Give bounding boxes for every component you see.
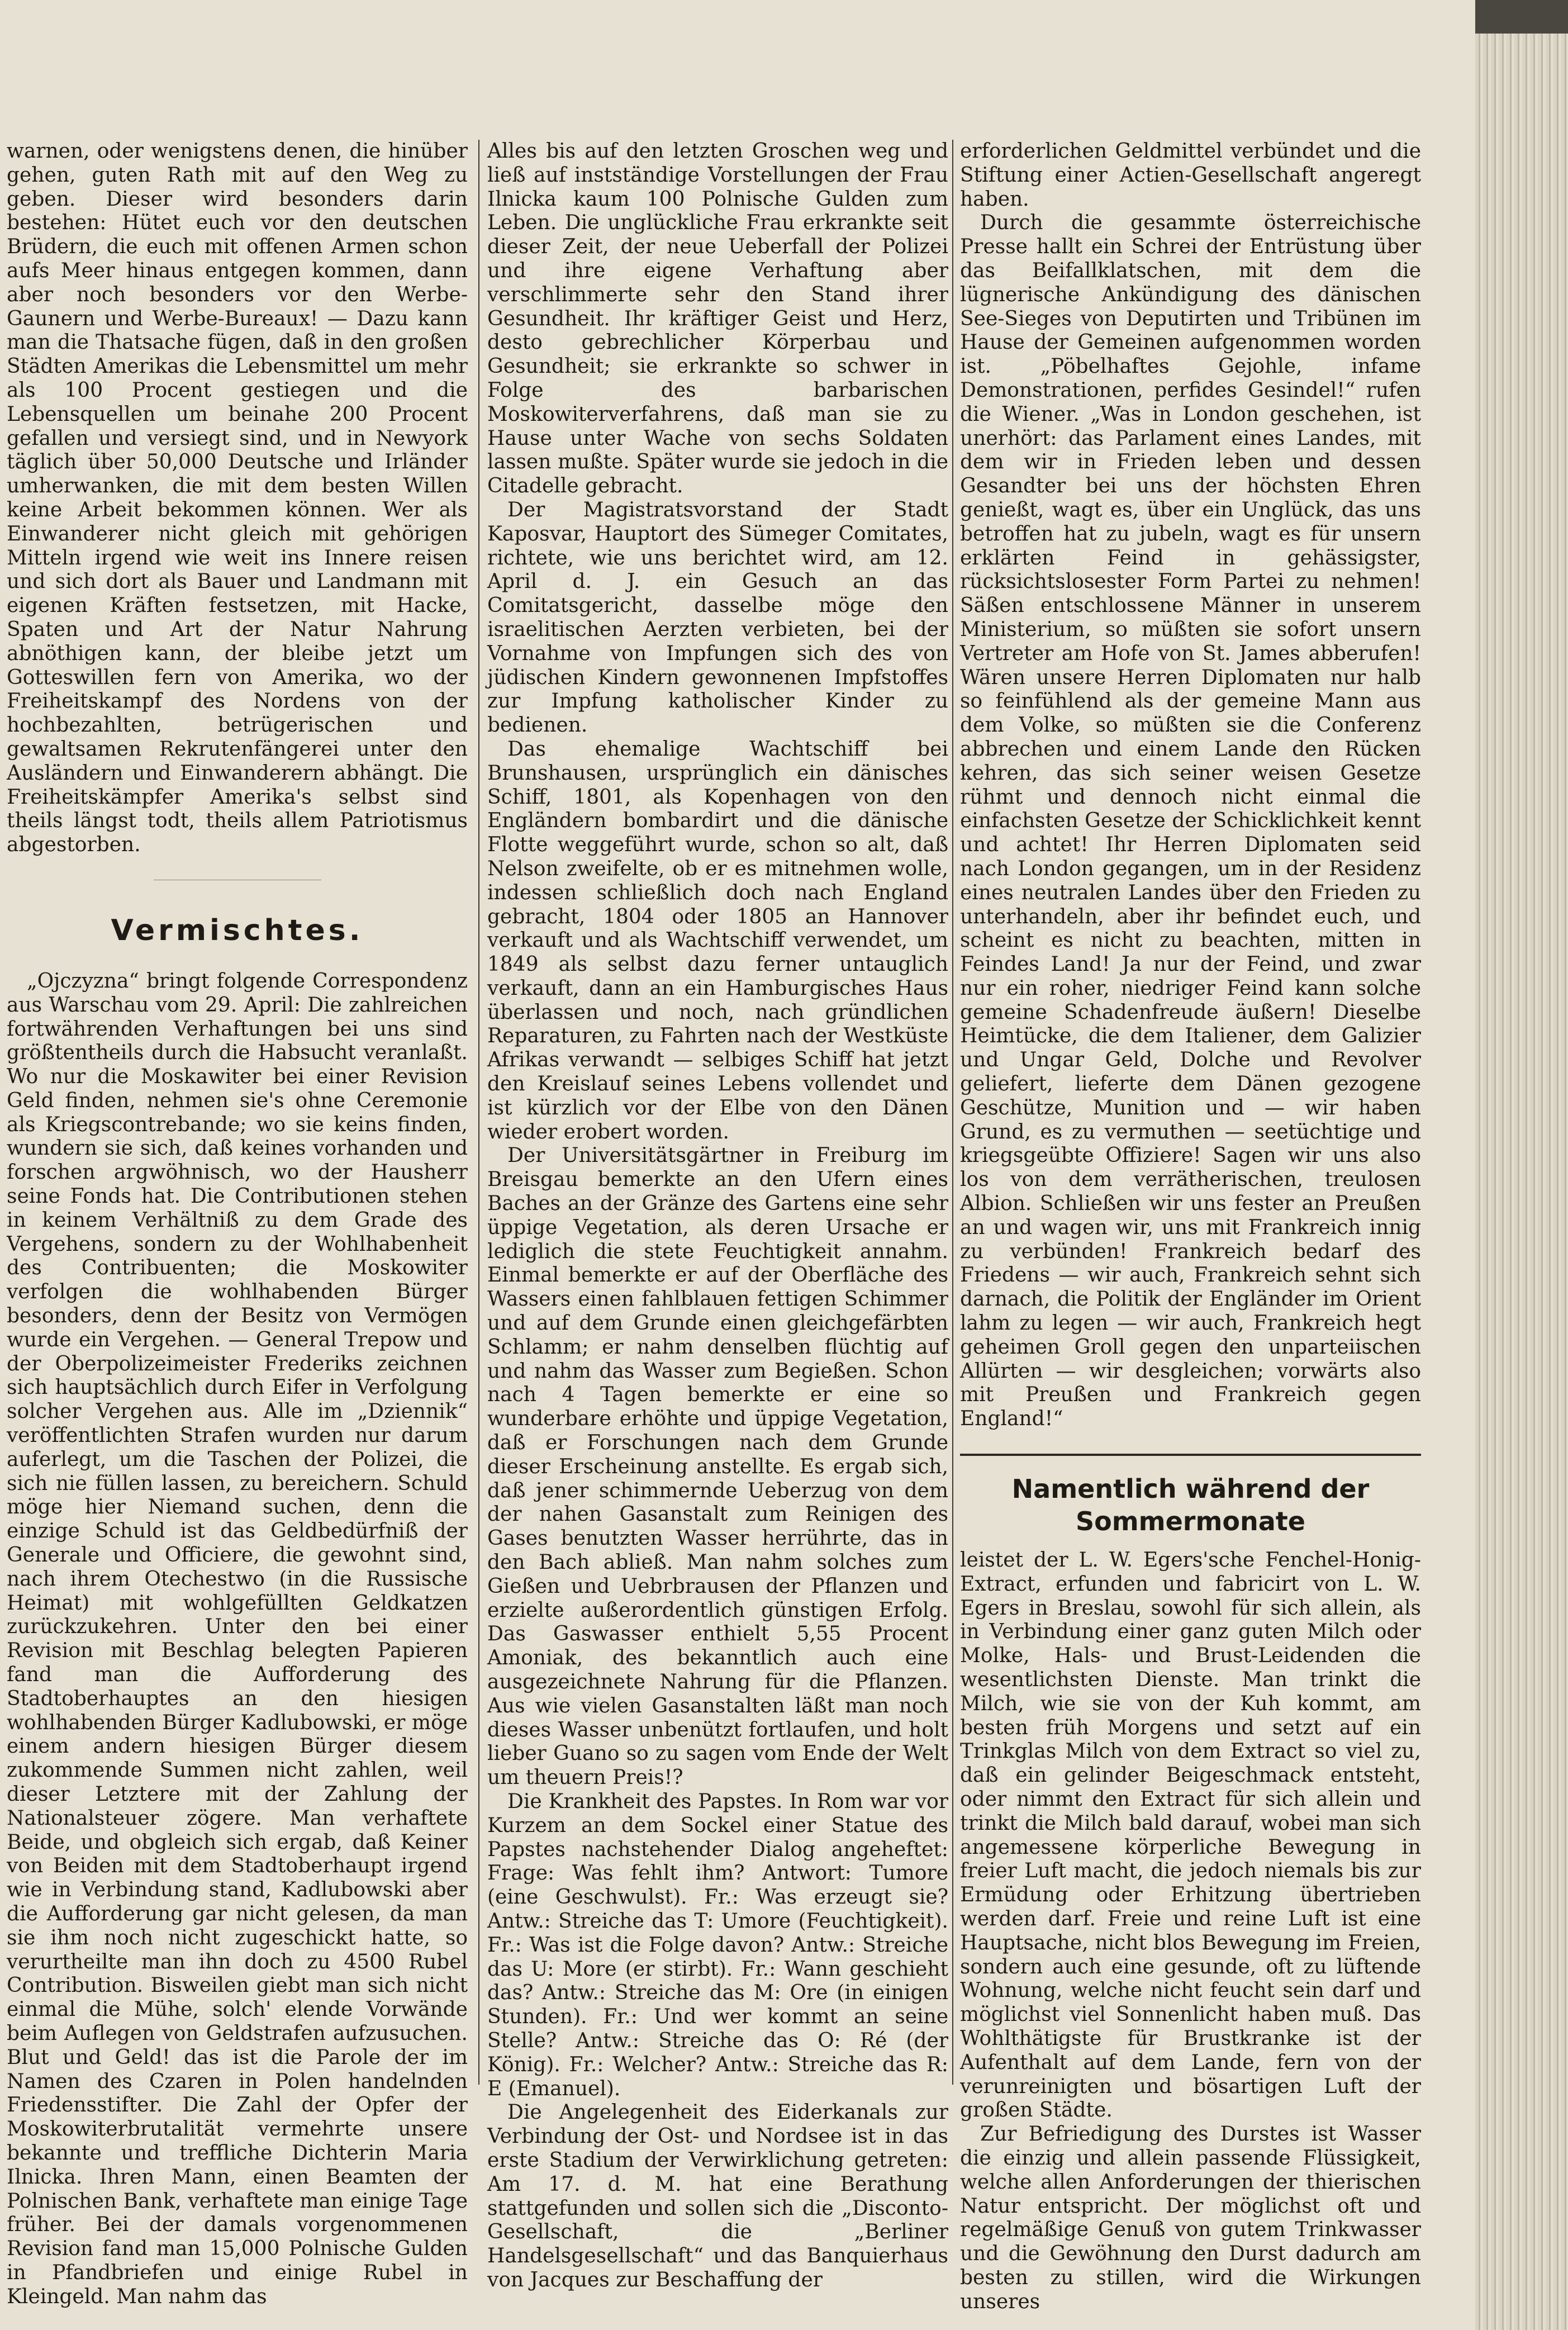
article-gaswasser: Der Universitätsgärtner in Freiburg im Breisgau bemerkte an den Ufern eines Baches an der Gränze des Gartens eine sehr üppige Vegetation, als deren Ursache er lediglich die stete Feuchtigkeit annahm. Einmal bemerkte er auf der Oberfläche des Wassers einen fahlblauen fettigen Schimmer und auf dem Grunde einen gleichgefärbten Schlamm; er nahm denselben flüchtig auf und nahm das Wasser zum Begießen. Schon nach 4 Tagen bemerkte er eine so wunderbare erhöhte und üppige Vegetation, daß er Forschungen nach dem Grunde dieser Erscheinung anstellte. Es ergab sich, daß jener schimmernde Ueberzug von dem der nahen Gasanstalt zum Reinigen des Gases benutzten Wasser herrührte, das in den Bach abließ. Man nahm solches zum Gießen und Uebrbrausen der Pflanzen und erzielte außerordentlich günstigen Erfolg. Das Gaswasser enthielt 5,55 Procent Amoniak, des bekanntlich auch eine ausgezeichnete Nahrung für die Pflanzen. Aus wie vielen Gasanstalten läßt man noch dieses Wasser unbenützt fortlaufen, und holt lieber Guano so zu sagen vom Ende der Welt um theuern Preis!? — [487, 1144, 948, 1790]
article-warsaw-correspondence: „Ojczyzna“ bringt folgende Correspondenz aus Warschau vom 29. April: Die zahlreichen fortwährenden Verhaftungen bei uns sind größtentheils durch die Habsucht veranlaßt. Wo nur die Moskawiter bei einer Revision Geld finden, nehmen sie's ohne Ceremonie als Kriegscontrebande; wo sie keins finden, wundern sie sich, daß keines vorhanden und forschen argwöhnisch, wo der Hausherr seine Fonds hat. Die Contributionen stehen in keinem Verhältniß zu dem Grade des Vergehens, sondern zu der Wohlhabenheit des Contribuenten; die Moskowiter verfolgen die wohlhabenden Bürger besonders, denn der Besitz von Vermögen wurde ein Vergehen. — General Trepow und der Oberpolizeimeister Frederiks zeichnen sich hauptsächlich durch Eifer in Verfolgung solcher Vergehen aus. Alle im „Dziennik“ veröffentlichten Strafen wurden nur darum auferlegt, um die Taschen der Polizei, die sich nie füllen lassen, zu bereichern. Schuld möge hier Niemand suchen, denn die einzige Schuld ist das Geldbedürfniß der Generale und Officiere, die gewohnt sind, nach ihrem Otechestwo (in die Russische Heimat) mit wohlgefüllten Geldkatzen zurückzukehren. Unter den bei einer Revision mit Beschlag belegten Papieren fand man die Aufforderung des Stadtoberhauptes an den hiesigen wohlhabenden Bürger Kadlubowski, er möge einem andern hiesigen Bürger diesem zukommende Summen nicht zahlen, weil dieser Letztere mit der Zahlung der Nationalsteuer zögere. Man verhaftete Beide, und obgleich sich ergab, daß Keiner von Beiden mit dem Stadtoberhaupt irgend wie in Verbindung stand, Kadlubowski aber die Aufforderung gar nicht gelesen, da man sie ihm noch nicht zugeschickt hatte, so verurtheilte man ihn doch zu 4500 Rubel Contribution. Bisweilen giebt man sich nicht einmal die Mühe, solch' elende Vorwände beim Auflegen von Geldstrafen aufzusuchen. Blut und Geld! das ist die Parole der im Namen des Czaren in Polen handelnden Friedensstifter. Die Zahl der Opfer der Moskowiterbrutalität vermehrte unsere bekannte und treffliche Dichterin Maria Ilnicka. Ihren Mann, einen Beamten der Polnischen Bank, verhaftete man einige Tage früher. Bei der damals vorgenommenen Revision fand man 15,000 Polnische Gulden in Pfandbriefen und einige Rubel in Kleingeld. Man nahm das — [7, 969, 468, 2308]
advertisement-heading: Namentlich während der Sommermonate — [1011, 1474, 1370, 1537]
column-1 — [7, 140, 468, 2308]
article-eiderkanal: Die Angelegenheit des Eiderkanals zur Verbindung der Ost- und Nordsee ist in das erste Stadium der Verwirklichung getreten: Am 17. d. M. hat eine Berathung stattgefunden und sollen sich die „Disconto-Gesellschaft, die „Berliner Handelsgesellschaft“ und das Banquierhaus von Jacques zur Beschaffung der — [487, 2101, 948, 2291]
article-austrian-press: Durch die gesammte österreichische Presse hallt ein Schrei der Entrüstung über das Beifallklatschen, mit dem die lügnerische Ankündigung des dänischen See-Sieges von Deputirten und Tribünen im Hause der Gemeinen aufgenommen worden ist. „Pöbelhaftes Gejohle, infame Demonstrationen, perfides Gesindel!“ rufen die Wiener. „Was in London geschehen, ist unerhört: das Parlament eines Landes, mit dem wir in Frieden leben und dessen Gesandter bei uns der höchsten Ehren genießt, wagt es, über ein Unglück, das uns betroffen hat zu jubeln, wagt es für unsern erklärten Feind in gehässigster, rücksichtslosester Form Partei zu nehmen! Säßen entschlossene Männer in unserem Ministerium, so müßten sie sofort unsern Vertreter am Hofe von St. James abberufen! Wären unsere Herren Diplomaten nur halb so feinfühlend als der gemeine Mann aus dem Volke, so müßten sie die Conferenz abbrechen und einem Lande den Rücken kehren, das sich seiner weisen Gesetze rühmt und dennoch nicht einmal die einfachsten Gesetze der Schicklichkeit kennt und achtet! Ihr Herren Diplomaten seid nach London gegangen, um in der Residenz eines neutralen Landes über den Frieden zu unterhandeln, aber ihr befindet euch, und scheint es nicht zu beachten, mitten in Feindes Land! Ja nur der Feind, und zwar nur ein roher, niedriger Feind kann solche gemeine Schadenfreude äußern! Dieselbe Heimtücke, die dem Italiener, dem Galizier und Ungar Geld, Dolche und Revolver geliefert, lieferte dem Dänen gezogene Geschütze, Munition und — wir haben Grund, es zu vermuthen — seetüchtige und kriegsgeübte Offiziere! Sagen wir uns also los von dem verrätherischen, treulosen Albion. Schließen wir uns fester an Preußen an und wagen wir, uns mit Frankreich innig zu verbünden! Frankreich bedarf des Friedens — wir auch, Frankreich sehnt sich darnach, die Politik der Engländer im Orient lahm zu legen — wir auch, Frankreich hegt geheimen Groll gegen den unparteiischen Allürten — wir desgleichen; vorwärts also mit Preußen und Frankreich gegen England!“ — [960, 211, 1421, 1431]
page-stack-edge — [1475, 34, 1568, 2330]
column-rule — [952, 140, 953, 2085]
advertisement-rule — [960, 1454, 1421, 1456]
article-ilnicka-continued: Alles bis auf den letzten Groschen weg und ließ auf instständige Vorstellungen der Frau Ilnicka kaum 100 Polnische Gulden zum Leben. Die unglückliche Frau erkrankte seit dieser Zeit, der neue Ueberfall der Polizei und ihre eigene Verhaftung aber verschlimmerte sehr den Stand ihrer Gesundheit. Ihr kräftiger Geist und Herz, desto gebrechlicher Körperbau und Gesundheit; sie erkrankte so schwer in Folge des barbarischen Moskowiterverfahrens, daß man sie zu Hause unter Wache von sechs Soldaten lassen mußte. Später wurde sie jedoch in die Citadelle gebracht. — [487, 140, 948, 498]
article-kaposvar: Der Magistratsvorstand der Stadt Kaposvar, Hauptort des Sümeger Comitates, richtete, wie uns berichtet wird, am 12. April d. J. ein Gesuch an das Comitatsgericht, dasselbe möge den israelitischen Aerzten verbieten, bei der Vornahme von Impfungen sich des von jüdischen Kindern gewonnenen Impfstoffes zur Impfung katholischer Kinder zu bedienen. — [487, 498, 948, 737]
advertisement-body: leistet der L. W. Egers'sche Fenchel-Honig-Extract, erfunden und fabricirt von L. W. Egers in Breslau, sowohl für sich allein, als in Verbindung einer ganz guten Milch oder Molke, Hals- und Brust-Leidenden die wesentlichsten Dienste. Man trinkt die Milch, wie sie von der Kuh kommt, am besten früh Morgens und setzt auf ein Trinkglas Milch von dem Extract so viel zu, daß ein gelinder Beigeschmack entsteht, oder nimmt den Extract für sich allein und trinkt die Milch bald darauf, wobei man sich angemessene körperliche Bewegung in freier Luft macht, die jedoch niemals bis zur Ermüdung oder Erhitzung übertrieben werden darf. Freie und reine Luft ist eine Hauptsache, nicht blos Bewegung im Freien, sondern auch eine gesunde, oft zu lüftende Wohnung, welche nicht feucht sein darf und möglichst viel Sonnenlicht haben muß. Das Wohlthätigste für Brustkranke ist der Aufenthalt auf dem Lande, fern von der verunreinigten und bösartigen Luft der großen Städte. — [960, 1549, 1421, 2122]
article-eiderkanal-continued: erforderlichen Geldmittel verbündet und die Stiftung einer Actien-Gesellschaft angeregt haben. — [960, 140, 1421, 211]
section-heading-vermischtes: Vermischtes. — [111, 913, 364, 947]
column-2 — [487, 140, 948, 2291]
article-emigration-continued: warnen, oder wenigstens denen, die hinüber gehen, guten Rath mit auf den Weg zu geben. Dieser wird besonders darin bestehen: Hütet euch vor den deutschen Brüdern, die euch mit offenen Armen schon aufs Meer hinaus entgegen kommen, dann aber noch besonders vor den Werbe-Gaunern und Werbe-Bureaux! — Dazu kann man die Thatsache fügen, daß in den großen Städten Amerikas die Lebensmittel um mehr als 100 Procent gestiegen und die Lebensquellen um beinahe 200 Procent gefallen und versiegt sind, und in Newyork täglich über 50,000 Deutsche und Irländer umherwanken, die mit dem besten Willen keine Arbeit bekommen können. Wer als Einwanderer nicht gleich mit gehörigen Mitteln irgend wie weit ins Innere reisen und sich dort als Bauer und Landmann mit eigenen Kräften festsetzen, mit Hacke, Spaten und Art der Natur Nahrung abnöthigen kann, der bleibe jetzt um Gotteswillen fern von Amerika, wo der Freiheitskampf des Nordens von der hochbezahlten, betrügerischen und gewaltsamen Rekrutenfängerei unter den Ausländern und Einwanderern abhängt. Die Freiheitskämpfer Amerika's selbst sind theils längst todt, theils allem Patriotismus abgestorben. — [7, 140, 468, 857]
newspaper-page — [7, 140, 1421, 2313]
column-rule — [478, 140, 479, 2085]
article-papst: Die Krankheit des Papstes. In Rom war vor Kurzem an dem Sockel einer Statue des Papstes nachstehender Dialog angeheftet: Frage: Was fehlt ihm? Antwort: Tumore (eine Geschwulst). Fr.: Was erzeugt sie? Antw.: Streiche das T: Umore (Feuchtigkeit). Fr.: Was ist die Folge davon? Antw.: Streiche das U: More (er stirbt). Fr.: Wann geschieht das? Antw.: Streiche das M: Ore (in einigen Stunden). Fr.: Und wer kommt an seine Stelle? Antw.: Streiche das O: Ré (der König). Fr.: Welcher? Antw.: Streiche das R: E (Emanuel). — [487, 1790, 948, 2100]
column-3 — [960, 140, 1421, 2313]
advertisement-body-continued: Zur Befriedigung des Durstes ist Wasser die einzig und allein passende Flüssigkeit, welche allen Anforderungen der thierischen Natur entspricht. Der möglichst oft und regelmäßige Genuß von gutem Trinkwasser und die Gewöhnung den Durst dadurch am besten zu stillen, wird die Wirkungen unseres — [960, 2123, 1421, 2313]
article-wachtschiff: Das ehemalige Wachtschiff bei Brunshausen, ursprünglich ein dänisches Schiff, 1801, als Kopenhagen von den Engländern bombardirt und die dänische Flotte weggeführt wurde, schon so alt, daß Nelson zweifelte, ob er es mitnehmen wolle, indessen schließlich doch nach England gebracht, 1804 oder 1805 an Hannover verkauft und als Wachtschiff verwendet, um 1849 als selbst dazu ferner untauglich verkauft, dann an ein Hamburgisches Haus überlassen und noch, nach gründlichen Reparaturen, zu Fahrten nach der Westküste Afrikas verwandt — selbiges Schiff hat jetzt den Kreislauf seines Lebens vollendet und ist kürzlich vor der Elbe von den Dänen wieder erobert worden. — [487, 737, 948, 1143]
